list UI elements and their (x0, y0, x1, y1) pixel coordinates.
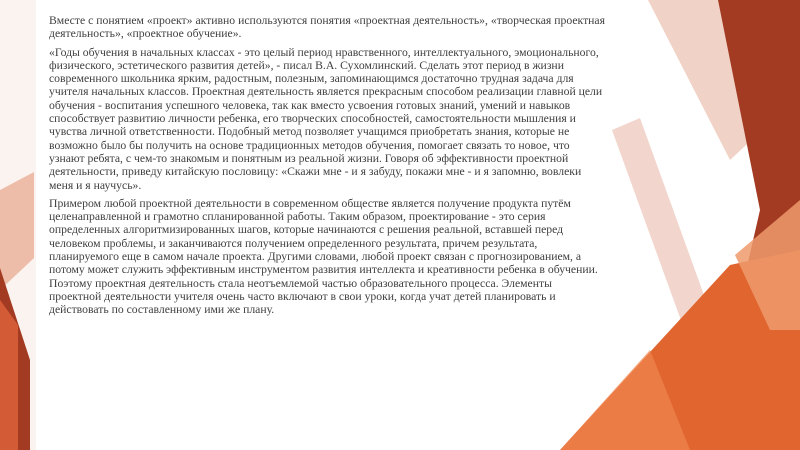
paragraph-intro: Вместе с понятием «проект» активно используются понятия «проектная деятельность», «творческая проектная деятельность», «проектное обучение». (49, 14, 605, 41)
left-orange-wedge (0, 300, 18, 450)
left-light-triangle (0, 172, 34, 290)
text-body (49, 14, 605, 322)
paragraph-project-example: Примером любой проектной деятельности в современном обществе является получение продукта путём целенаправленной и грамотно спланированной работы. Таким образом, проектирование - это серия определенных алгоритмизированных шагов, которые начинаются с решения реальной, вставшей перед человеком проблемы, и заканчиваются получением определенного результата, причем результата, планируемого еще в самом начале проекта. Другими словами, любой проект связан с прогнозированием, а потому может служить эффективным инструментом развития интеллекта и креативности ребенка в обучении. Поэтому проектная деятельность стала неотъемлемой частью образовательного процесса. Элементы проектной деятельности учителя очень часто включают в свои уроки, когда учат детей планировать и действовать по составленному ими же плану. (49, 196, 598, 317)
paragraph-sukhomlinsky: «Годы обучения в начальных классах - это целый период нравственного, интеллектуального, эмоционального, физического, эстетического развития детей», - писал В.А. Сухомлинский. Сделать этот период в жизни современного школьника ярким, радостным, полезным, запоминающимся достаточно трудная задача для учителя начальных классов. Проектная деятельность является прекрасным способом реализации главной цели обучения - воспитания успешного человека, так как вместо усвоения готовых знаний, умений и навыков способствует развитию личности ребенка, его творческих способностей, самостоятельности мышления и чувства личной ответственности. Подобный метод позволяет учащимся приобретать знания, которые не возможно было бы получить на основе традиционных методов обучения, помогает связать то новое, что узнают ребята, с чем-то знакомым и понятным из реальной жизни. Говоря об эффективности проектной деятельности, приведу китайскую пословицу: «Скажи мне - и я забуду, покажи мне - и я запомню, вовлеки меня и я научусь». (49, 45, 603, 192)
